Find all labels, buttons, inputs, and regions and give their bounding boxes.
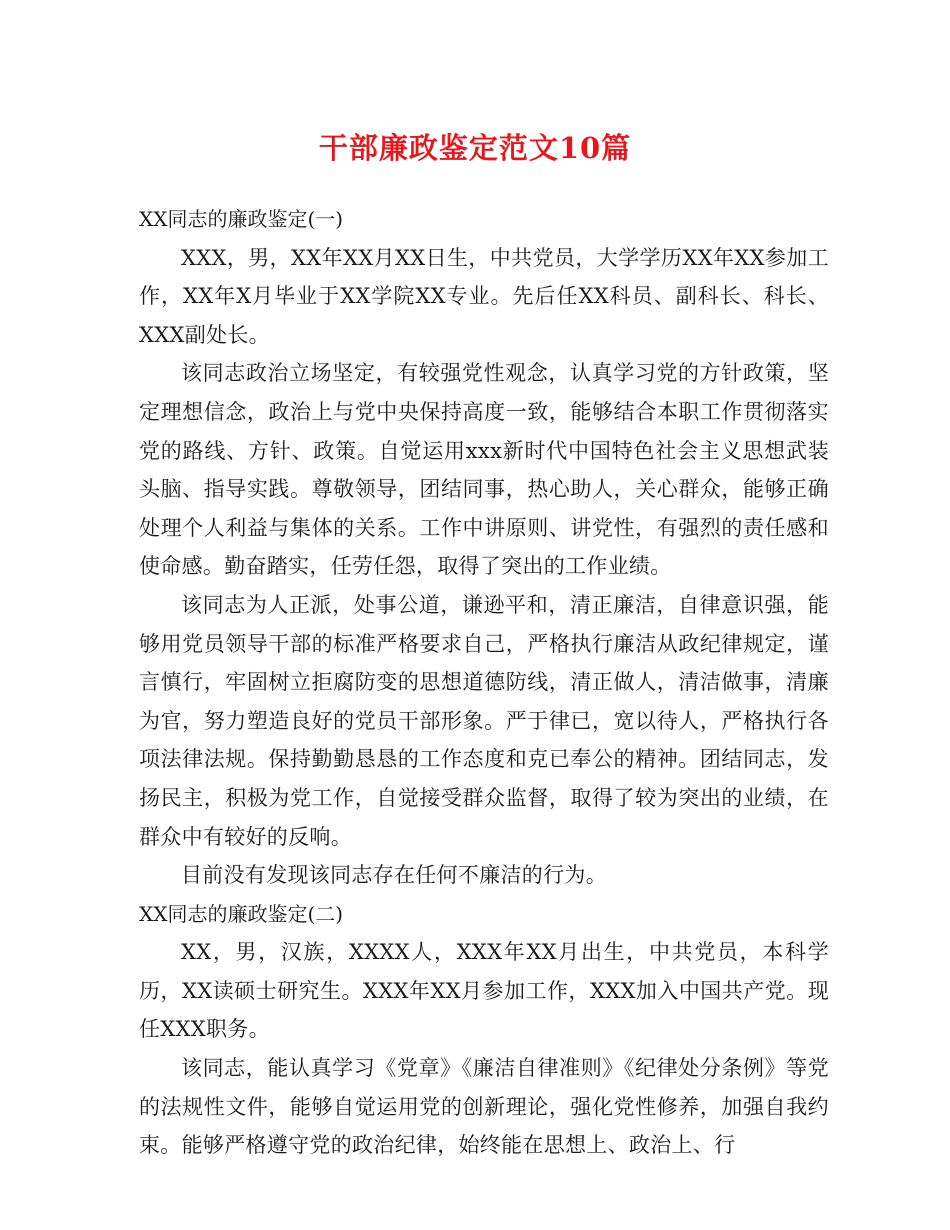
section-1-paragraph-4: 目前没有发现该同志存在任何不廉洁的行为。: [181, 863, 607, 888]
document-title: 干部廉政鉴定范文10篇: [318, 131, 632, 165]
document-body: [139, 200, 829, 1165]
section-1-paragraph-3: 该同志为人正派，处事公道，谦逊平和，清正廉洁，自律意识强，能够用党员领导干部的标准严格要求自己，严格执行廉洁从政纪律规定，谨言慎行，牢固树立拒腐防变的思想道德防线，清正做人，清洁做事，清廉为官，努力塑造良好的党员干部形象。严于律已，宽以待人，严格执行各项法律法规。保持勤勤恳恳的工作态度和克已奉公的精神。团结同志，发扬民主，积极为党工作，自觉接受群众监督，取得了较为突出的业绩，在群众中有较好的反响。: [139, 592, 829, 849]
section-1-paragraph-1: XXX，男，XX年XX月XX日生，中共党员，大学学历XX年XX参加工作，XX年X月毕业于XX学院XX专业。先后任XX科员、副科长、科长、XXX副处长。: [139, 245, 829, 347]
section-2-paragraph-1: XX，男，汉族，XXXX人，XXX年XX月出生，中共党员，本科学历，XX读硕士研究生。XXX年XX月参加工作，XXX加入中国共产党。现任XXX职务。: [139, 940, 829, 1042]
section-heading-1: XX同志的廉政鉴定(一): [139, 207, 344, 231]
section-1-paragraph-2: 该同志政治立场坚定，有较强党性观念，认真学习党的方针政策，坚定理想信念，政治上与党中央保持高度一致，能够结合本职工作贯彻落实党的路线、方针、政策。自觉运用xxx新时代中国特色社会主义思想武装头脑、指导实践。尊敬领导，团结同事，热心助人，关心群众，能够正确处理个人利益与集体的关系。工作中讲原则、讲党性，有强烈的责任感和使命感。勤奋踏实，任劳任怨，取得了突出的工作业绩。: [139, 361, 829, 579]
section-2-paragraph-2: 该同志，能认真学习《党章》《廉洁自律准则》《纪律处分条例》等党的法规性文件，能够自觉运用党的创新理论，强化党性修养，加强自我约束。能够严格遵守党的政治纪律，始终能在思想上、政治上、行: [139, 1056, 829, 1158]
section-heading-2: XX同志的廉政鉴定(二): [139, 901, 344, 926]
